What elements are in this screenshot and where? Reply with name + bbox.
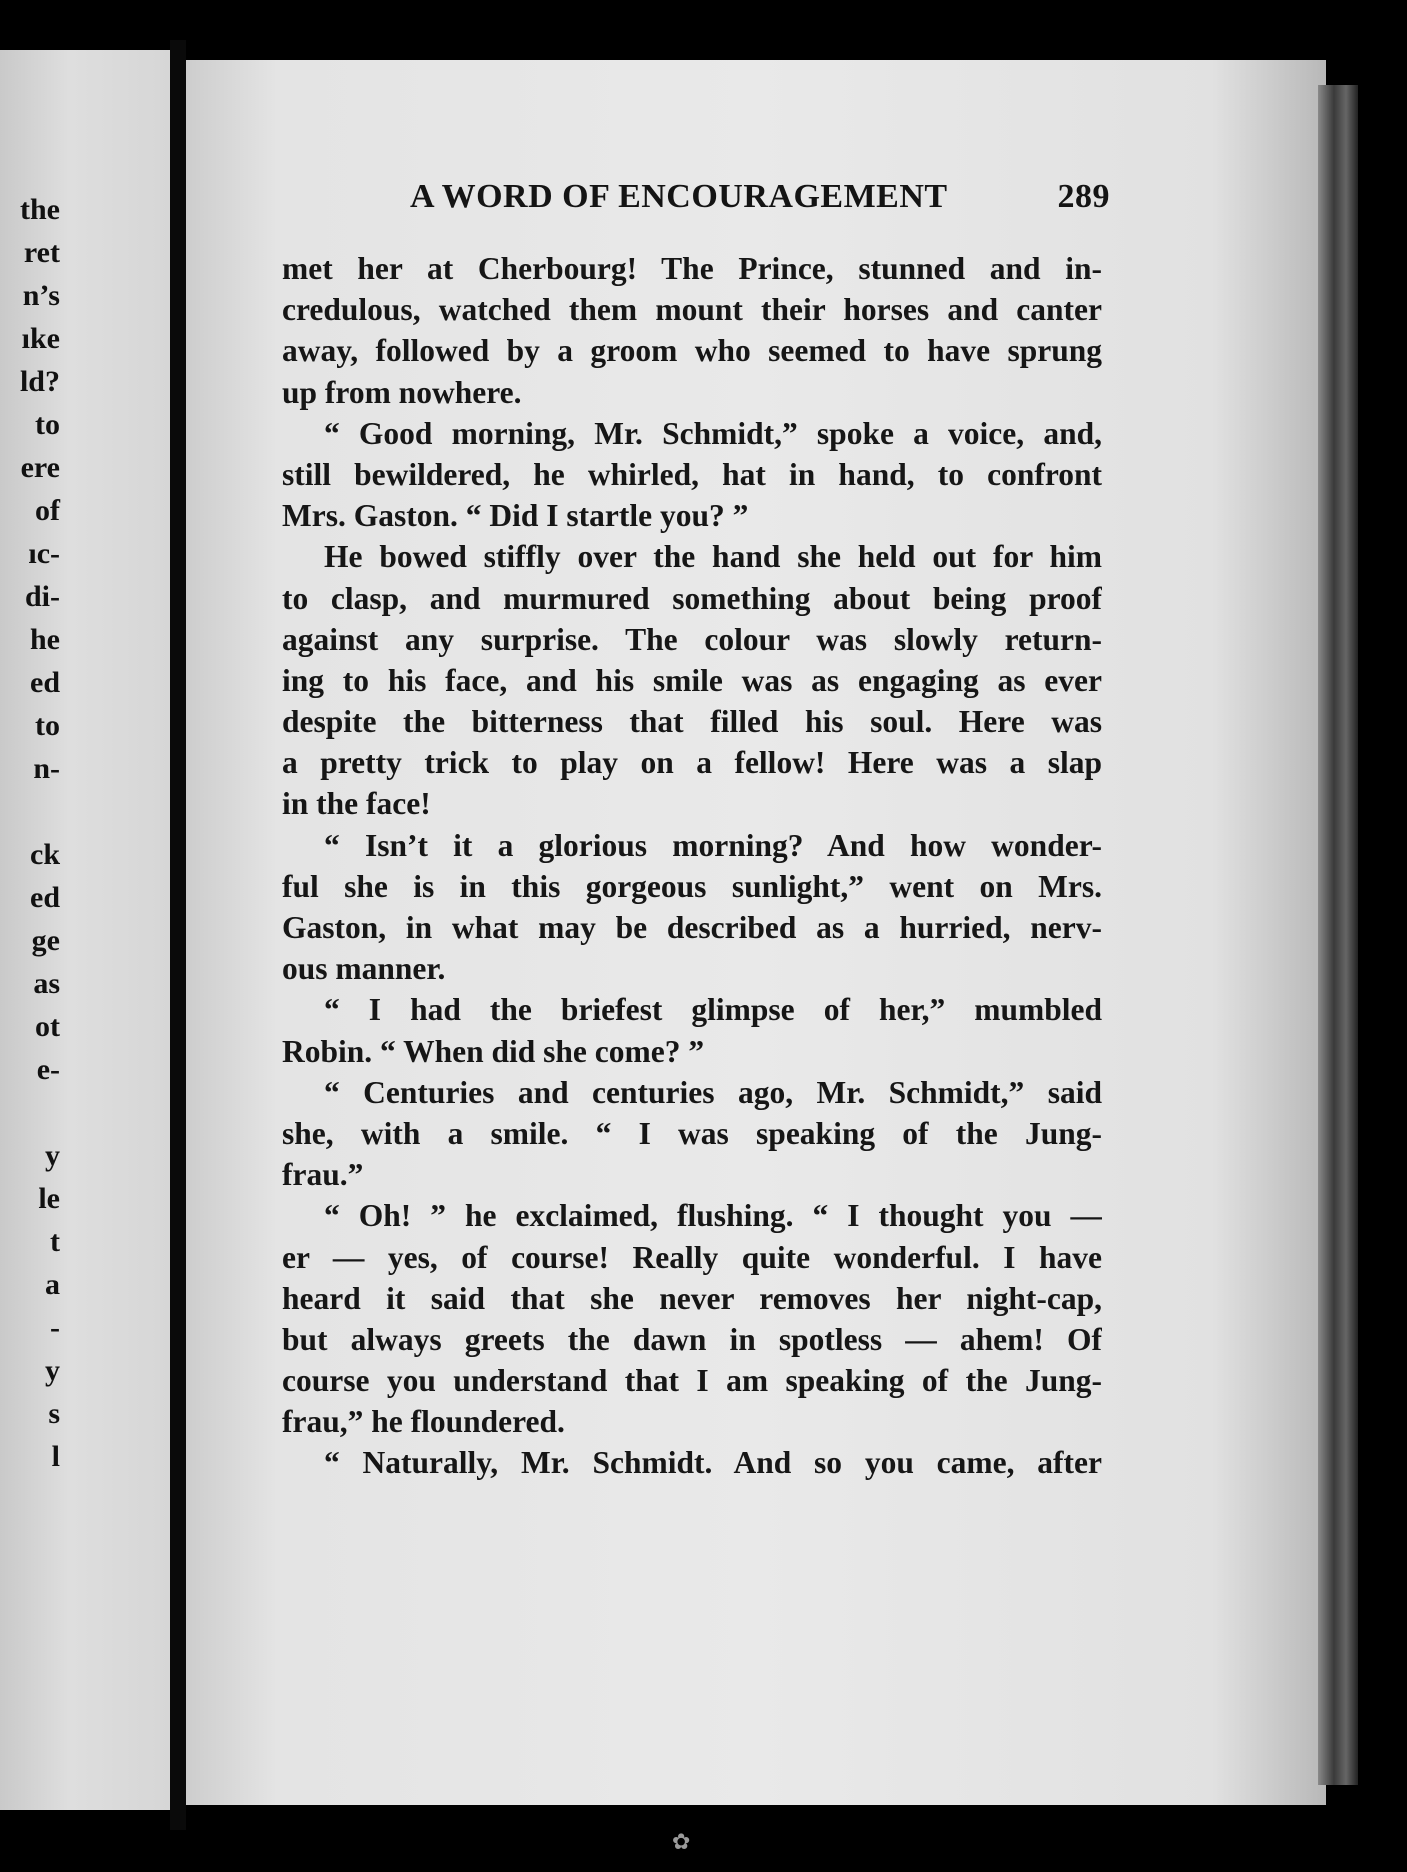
previous-page-line: a [45,1268,60,1301]
page-number: 289 [1057,178,1110,215]
previous-page-line: ed [30,666,60,699]
text-line: met her at Cherbourg! The Prince, stunned and in- [282,251,1102,286]
text-line: despite the bitterness that filled his soul. Here was [282,704,1102,740]
previous-page-line: ld? [19,365,60,398]
text-line: Mrs. Gaston. “ Did I startle you? ” [282,498,749,534]
text-line: ing to his face, and his smile was as engaging as ever [282,662,1102,698]
previous-page-line: as [33,967,60,1000]
previous-page-line: le [38,1182,60,1215]
previous-page-line: e- [36,1053,60,1086]
text-line: “ Naturally, Mr. Schmidt. And so you came, after [324,1445,1102,1481]
text-line: “ Centuries and centuries ago, Mr. Schmidt,” said [324,1074,1102,1110]
text-line: still bewildered, he whirled, hat in hand, to confront [282,456,1102,492]
text-line: He bowed stiffly over the hand she held out for him [324,539,1102,575]
text-line: against any surprise. The colour was slowly return- [282,621,1102,657]
running-head [410,178,1110,228]
text-line: frau,” he floundered. [282,1404,565,1440]
previous-page-line: n’s [22,279,60,312]
previous-page-line: to [35,709,60,742]
book-gutter [170,40,186,1830]
previous-page-line: di- [24,580,60,613]
previous-page-line: the [20,193,60,226]
previous-page-line: y [45,1354,60,1387]
text-line: ful she is in this gorgeous sunlight,” went on Mrs. [282,868,1102,904]
previous-page-line: of [35,494,60,527]
text-line: “ Oh! ” he exclaimed, flushing. “ I thought you — [324,1198,1102,1234]
previous-page-line: ıc- [28,537,60,570]
previous-page-fragment [0,50,172,1810]
text-line: “ I had the briefest glimpse of her,” mumbled [324,992,1102,1028]
text-line: to clasp, and murmured something about being proof [282,580,1102,616]
previous-page-line: ret [23,236,60,269]
previous-page-line: to [35,408,60,441]
previous-page-line: ed [30,881,60,914]
previous-page-line: t [50,1225,60,1258]
previous-page-line: ıke [21,322,60,355]
text-line: she, with a smile. “ I was speaking of the Jung- [282,1115,1102,1151]
previous-page-line: n- [33,752,60,785]
text-line: a pretty trick to play on a fellow! Here was a slap [282,745,1102,781]
text-line: Gaston, in what may be described as a hurried, nerv- [282,910,1102,945]
previous-page-line: ere [20,451,60,484]
text-line: er — yes, of course! Really quite wonderful. I have [282,1239,1102,1275]
page-edge-shadow [1318,85,1358,1785]
scan-artifact-mark: ✿ [672,1830,691,1855]
text-line: but always greets the dawn in spotless — ahem! Of [282,1321,1102,1357]
previous-page-line: y [45,1139,60,1172]
previous-page-line: ot [35,1010,60,1043]
text-line: up from nowhere. [282,374,522,410]
text-line: frau.” [282,1157,364,1193]
text-line: heard it said that she never removes her night-cap, [282,1280,1102,1316]
previous-page-line: l [51,1440,60,1473]
previous-page-line: he [30,623,60,656]
text-line: course you understand that I am speaking of the Jung- [282,1363,1102,1399]
text-line: ous manner. [282,951,446,987]
text-line: credulous, watched them mount their horses and canter [282,292,1102,328]
previous-page-line: ge [31,924,60,957]
text-line: “ Isn’t it a glorious morning? And how wonder- [324,827,1102,863]
previous-page-line: ck [30,838,60,871]
text-line: Robin. “ When did she come? ” [282,1033,705,1069]
previous-page-line: - [50,1311,60,1344]
text-line: away, followed by a groom who seemed to have sprung [282,333,1102,369]
running-title: A WORD OF ENCOURAGEMENT [410,178,948,215]
text-line: “ Good morning, Mr. Schmidt,” spoke a voice, and, [324,415,1102,451]
body-text [282,248,1102,1484]
text-line: in the face! [282,786,431,822]
previous-page-line: s [48,1397,60,1430]
